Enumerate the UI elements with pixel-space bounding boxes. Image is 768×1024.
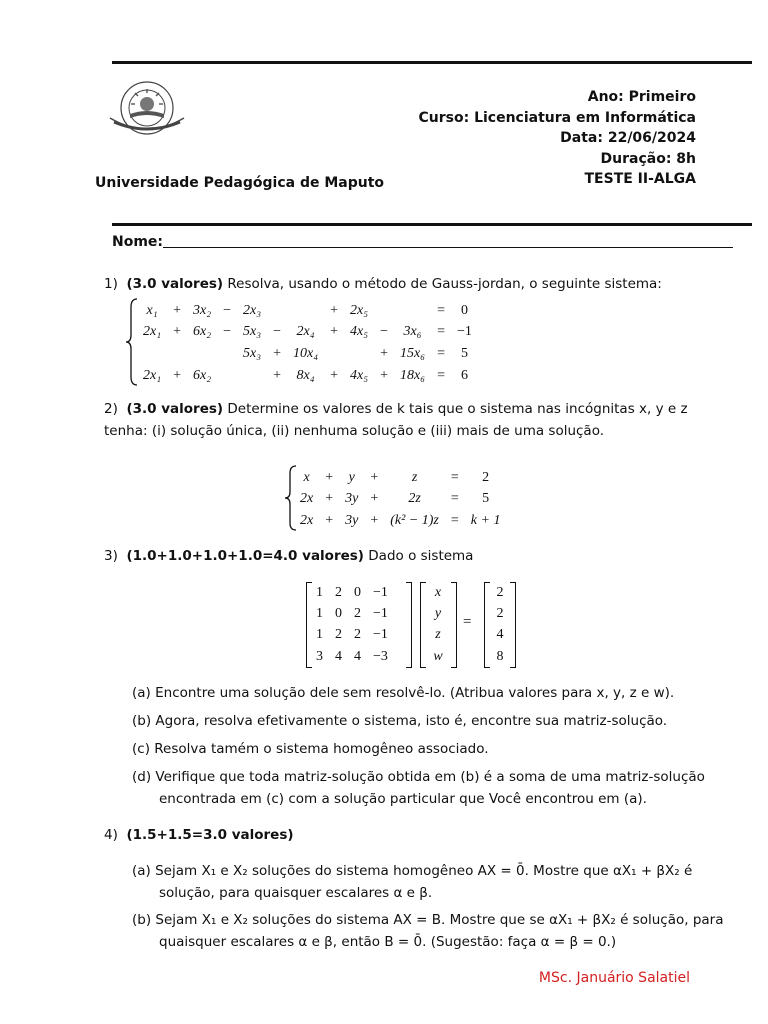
- vector_X-cell: z: [435, 627, 441, 643]
- system2-cell: 2x: [300, 491, 314, 507]
- system1-cell: x₁: [146, 302, 158, 318]
- system1-cell: 6x₂: [193, 367, 212, 383]
- vector_B-cell: 4: [496, 627, 504, 643]
- system1-cell: +: [380, 367, 388, 383]
- system2-cell: =: [450, 512, 459, 528]
- system1-row: [137, 300, 478, 322]
- system1-cell: 2x₄: [296, 324, 315, 340]
- system2-cell: +: [325, 469, 334, 485]
- system1-cell: 4x₅: [350, 367, 369, 383]
- system1-cell: =: [437, 302, 445, 318]
- question-3: 3) (1.0+1.0+1.0+1.0=4.0 valores) Dado o sistema: [104, 548, 474, 564]
- matrix_A-cell: 4: [354, 648, 361, 664]
- system1-cell: 6: [460, 367, 468, 383]
- matrix_A-row: [310, 582, 394, 603]
- system1-cell: 2x₅: [350, 302, 369, 318]
- matrix_A-cell: 0: [335, 605, 342, 621]
- matrix_A-cell: 2: [335, 627, 342, 643]
- name-label: Nome:: [112, 234, 164, 250]
- system1-cell: [167, 343, 187, 365]
- q3-item-a: (a) Encontre uma solução dele sem resolvê-lo. (Atribua valores para x, y, z e w).: [132, 685, 675, 701]
- system1-cell: 5x₃: [243, 345, 262, 361]
- duration-label: Duração: 8h: [600, 150, 696, 167]
- system1-cell: [217, 343, 237, 365]
- system1-cell: +: [380, 345, 388, 361]
- system2-cell: 5: [482, 491, 490, 507]
- system2-cell: z: [411, 469, 418, 485]
- system1-cell: +: [273, 345, 281, 361]
- matrix_A-cell: 2: [335, 584, 342, 600]
- matrix_A-row: [310, 603, 394, 624]
- system2-cell: x: [303, 469, 310, 485]
- system1-cell: 0: [460, 302, 468, 318]
- system2-cell: +: [370, 491, 379, 507]
- vector_B-row: [488, 582, 512, 603]
- matrix_A-cell: −3: [373, 648, 388, 664]
- matrix_A-cell: 1: [316, 584, 323, 600]
- system1-cell: 6x₂: [193, 324, 212, 340]
- q3-item-c: (c) Resolva tamém o sistema homogêneo associado.: [132, 741, 489, 757]
- system2-cell: k + 1: [470, 512, 501, 528]
- exam-info: [336, 87, 696, 190]
- university-logo: [108, 80, 186, 140]
- name-field[interactable]: [163, 246, 733, 248]
- matrix_A-cell: 1: [316, 627, 323, 643]
- q4-item-a: (a) Sejam X₁ e X₂ soluções do sistema homogêneo AX = 0̄. Mostre que αX₁ + βX₂ é solução, para quaisquer escalares α e β.: [132, 863, 693, 901]
- system1-cell: −: [223, 324, 231, 340]
- system1-cell: 4x₅: [350, 324, 369, 340]
- system1-cell: +: [273, 367, 281, 383]
- system1-cell: −: [380, 324, 388, 340]
- system2-cell: =: [450, 491, 459, 507]
- system1-cell: [394, 300, 431, 322]
- vector-b-right-bracket: [510, 582, 516, 668]
- system1-cell: [267, 300, 287, 322]
- system1-cell: −: [273, 324, 281, 340]
- vector_B-cell: 2: [496, 584, 504, 600]
- system2-cell: y: [348, 469, 355, 485]
- matrix_A-cell: −1: [373, 605, 388, 621]
- university-name: Universidade Pedagógica de Maputo: [95, 175, 385, 191]
- system1-cell: [217, 365, 237, 387]
- vector_X-cell: w: [433, 648, 443, 664]
- vector_X-row: [424, 625, 452, 646]
- question-2: 2) (3.0 valores) Determine os valores de k tais que o sistema nas incógnitas x, y e z tenha: (i) solução única, (ii) nenhuma solução e (iii) mais de uma solução.: [104, 401, 688, 439]
- matrix_A-cell: 2: [354, 627, 361, 643]
- year-label: Ano: Primeiro: [587, 89, 696, 105]
- system1-cell: +: [173, 367, 181, 383]
- system1-cell: +: [173, 324, 181, 340]
- system-1: [137, 300, 478, 386]
- system2-cell: +: [370, 469, 379, 485]
- vector_B-row: [488, 646, 512, 667]
- system2-cell: +: [325, 512, 334, 528]
- matrix_A-row: [310, 625, 394, 646]
- question-4: 4) (1.5+1.5=3.0 valores): [104, 827, 294, 843]
- system1-cell: [374, 300, 394, 322]
- system1-cell: [344, 343, 374, 365]
- matrix_A-row: [310, 646, 394, 667]
- vector_X-row: [424, 603, 452, 624]
- system1-cell: 5: [460, 345, 468, 361]
- vector_X-row: [424, 582, 452, 603]
- vector_B-row: [488, 625, 512, 646]
- question-1: 1) (3.0 valores) Resolva, usando o método de Gauss-jordan, o seguinte sistema:: [104, 276, 662, 292]
- system1-cell: 10x₄: [293, 345, 319, 361]
- system1-row: [137, 343, 478, 365]
- q4-item-b: (b) Sejam X₁ e X₂ soluções do sistema AX = B. Mostre que se αX₁ + βX₂ é solução, para quaisquer escalares α e β, então B = 0̄. (Sugestão: faça α = β = 0.): [132, 912, 724, 950]
- vector_B-row: [488, 603, 512, 624]
- system1-cell: 18x₆: [400, 367, 426, 383]
- system2-cell: 2x: [300, 512, 314, 528]
- system1-cell: −: [223, 302, 231, 318]
- system1-cell: =: [437, 367, 445, 383]
- vector_B-cell: 2: [496, 605, 504, 621]
- system1-cell: =: [437, 324, 445, 340]
- matrix_A-cell: 0: [354, 584, 361, 600]
- system1-cell: −1: [457, 324, 472, 340]
- system1-cell: 2x₁: [143, 367, 162, 383]
- system-2: [294, 467, 506, 532]
- system1-cell: 5x₃: [243, 324, 262, 340]
- system2-cell: 2z: [408, 491, 421, 507]
- system1-cell: [287, 300, 324, 322]
- system2-cell: 2: [482, 469, 490, 485]
- system1-cell: [237, 365, 267, 387]
- system1-row: [137, 365, 478, 387]
- system2-cell: 3y: [345, 491, 359, 507]
- system1-cell: 2x₃: [243, 302, 262, 318]
- system1-cell: 8x₄: [296, 367, 315, 383]
- system1-cell: [324, 343, 344, 365]
- matrix_A-cell: 2: [354, 605, 361, 621]
- matrix_A-cell: −1: [373, 584, 388, 600]
- system2-cell: (k² − 1)z: [390, 512, 439, 528]
- vector-x: [424, 582, 452, 667]
- vector-b: [488, 582, 512, 667]
- matrix_A-cell: 4: [335, 648, 342, 664]
- matrix-a-right-bracket: [406, 582, 412, 668]
- test-title: TESTE II-ALGA: [584, 171, 696, 188]
- equals-sign: =: [463, 614, 472, 630]
- system1-cell: +: [330, 302, 338, 318]
- course-label: Curso: Licenciatura em Informática: [418, 109, 696, 126]
- system2-cell: +: [370, 512, 379, 528]
- vector_X-cell: x: [434, 584, 442, 600]
- top-rule: [112, 61, 752, 64]
- system1-cell: 3x₆: [403, 324, 422, 340]
- system1-row: [137, 322, 478, 344]
- system2-cell: 3y: [345, 512, 359, 528]
- system1-cell: 15x₆: [400, 345, 426, 361]
- vector_X-cell: y: [434, 605, 442, 621]
- matrix_A-cell: 3: [316, 648, 323, 664]
- author-signature: MSc. Januário Salatiel: [538, 970, 690, 986]
- matrix-a: [310, 582, 394, 667]
- system1-cell: +: [330, 367, 338, 383]
- system2-cell: +: [325, 491, 334, 507]
- header-rule: [112, 223, 752, 226]
- system1-cell: [137, 343, 167, 365]
- vector_X-row: [424, 646, 452, 667]
- matrix_A-cell: 1: [316, 605, 323, 621]
- system2-row: [294, 489, 506, 511]
- vector_B-cell: 8: [496, 648, 504, 664]
- system1-cell: [187, 343, 217, 365]
- system1-cell: 3x₂: [193, 302, 212, 318]
- system2-cell: =: [450, 469, 459, 485]
- system1-cell: +: [330, 324, 338, 340]
- date-label: Data: 22/06/2024: [560, 130, 696, 147]
- system1-cell: 2x₁: [143, 324, 162, 340]
- system1-cell: =: [437, 345, 445, 361]
- matrix_A-cell: −1: [373, 627, 388, 643]
- system2-row: [294, 510, 506, 532]
- vector-x-right-bracket: [451, 582, 457, 668]
- q3-item-d: (d) Verifique que toda matriz-solução obtida em (b) é a soma de uma matriz-solução encontrada em (c) com a solução particular que Você encontrou em (a).: [132, 769, 705, 807]
- system1-cell: +: [173, 302, 181, 318]
- system2-row: [294, 467, 506, 489]
- q3-item-b: (b) Agora, resolva efetivamente o sistema, isto é, encontre sua matriz-solução.: [132, 713, 668, 729]
